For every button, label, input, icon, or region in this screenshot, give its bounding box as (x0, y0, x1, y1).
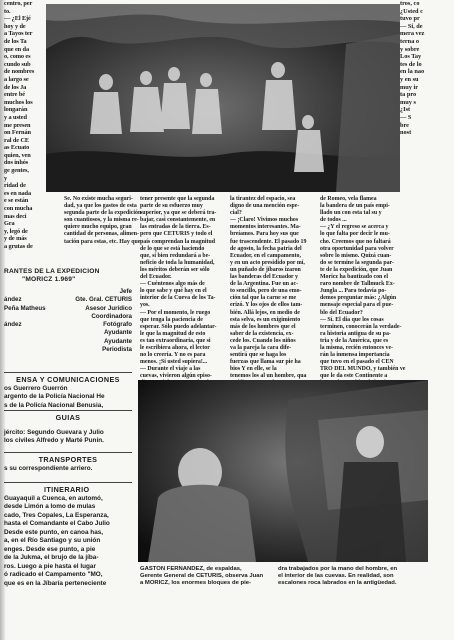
text-line: ¿Usted c (400, 7, 423, 15)
text-line: do se termine la segunda par- (320, 259, 394, 266)
text-line: desde Limón a lomo de mulas (4, 503, 96, 510)
text-line: de agosto, la fecha patria del (230, 245, 302, 252)
member-role: Gte. Gral. CETURIS (75, 296, 132, 304)
text-line: cantidad de personas, alimen- (64, 231, 139, 238)
text-line: y en un acto presidido por mí, (230, 259, 305, 266)
text-line: blo del Ecuador? (320, 309, 363, 316)
text-line: es tan extraordinaria, que si (140, 337, 211, 344)
text-line: los civiles Alfredo y Marté Punin. (4, 437, 104, 444)
text-line: cuevas, vivieron algún episo- (140, 373, 212, 380)
text-line: de la Argentina. Fue un ac- (230, 281, 299, 288)
text-line: terna o (400, 37, 420, 45)
text-line: Jungla ... Para todavía po- (320, 288, 387, 295)
text-line: — ¡Claro! Vivimos muchos (230, 217, 299, 224)
text-line: tes de lo (400, 60, 422, 68)
text-line: enges. Desde ese punto, a pie (4, 545, 96, 553)
text-line: en la nao (400, 68, 425, 76)
text-line: interior de la Cueva de los Ta- (140, 295, 216, 302)
text-line: cede los. Cuando los niños (230, 337, 296, 344)
member-name: ández (4, 321, 22, 329)
text-line: demos preguntar más: ¿Algún (320, 295, 397, 302)
text-line: a, en el Río Santiago y su unión (4, 537, 101, 544)
text-line: las entradas de la tierra. Es- (140, 224, 211, 231)
text-line: cial? (230, 210, 242, 217)
text-line: esperar. Sólo puedo adelantar- (140, 323, 217, 330)
divider (4, 452, 132, 453)
text-line: los méritos deberán ser sólo (140, 266, 210, 273)
member-role: Ayudante (104, 337, 132, 345)
expedition-members-heading-name: "MORICZ 1.969" (22, 276, 76, 283)
transport-section (4, 456, 132, 473)
text-line: os Guerrero Guerrón (4, 384, 68, 392)
text-line: esta selva, es un exigimiento (230, 316, 301, 323)
text-line: bajar, casi constantemente, en (140, 217, 216, 224)
text-line: hoy y de (4, 22, 26, 30)
text-line: bién. Allá lejos, en medio de (230, 309, 300, 316)
text-line: a Tayos ter (4, 30, 33, 38)
photo-top-caption-text (64, 196, 144, 246)
guides-section-title: GUIAS (55, 413, 81, 422)
text-line: digno de una mención espe- (230, 203, 300, 210)
text-line: ra historia antigua de su pa- (320, 330, 391, 337)
caption-line: Gerente General de CETURIS, observa Juan (140, 573, 264, 580)
text-line: me presen (4, 121, 31, 129)
text-line: — Sí. El día que los cosas (320, 316, 384, 323)
text-line: pero que CETURIS y todo el (140, 231, 213, 238)
text-line: ral de CE (4, 136, 29, 144)
text-line: Los Tay (400, 53, 422, 61)
text-line: llado un con esta tal su y (320, 210, 382, 217)
text-line: terminen, conocerán la verdade- (320, 323, 402, 330)
text-line: rán la inmensa importancia (320, 352, 390, 359)
text-line: ge gentes, (4, 167, 29, 175)
divider (4, 410, 132, 411)
text-line: Desde este punto, en canoa has, (4, 528, 104, 536)
text-line: de nombres (4, 68, 35, 76)
caption-line: dra trabajados por la mano del hombre, en (278, 566, 398, 572)
text-line: mas deci (4, 212, 27, 220)
cave-photo-bottom (138, 380, 428, 562)
divider (4, 372, 132, 373)
text-line: las banderas del Ecuador y (230, 274, 298, 281)
text-line: muchos los (4, 98, 33, 106)
text-line: centro, per (4, 0, 33, 7)
member-row (4, 288, 132, 296)
text-line: mensaje especial para el pue- (320, 302, 394, 309)
text-line: de todos ... (320, 217, 347, 224)
transport-section-title: TRANSPORTES (38, 455, 98, 464)
text-line: — ¿Y el regreso se acerca y (320, 224, 389, 231)
member-row (4, 313, 132, 321)
member-row (4, 296, 132, 304)
itinerary-section-title: ITINERARIO (44, 485, 90, 494)
text-line: de los Ta (4, 37, 27, 45)
text-line: fuerzas que llama sur pie ha (230, 359, 301, 366)
member-row (4, 346, 132, 354)
text-line: lo que falta por decir le mu- (320, 231, 390, 238)
text-line: tuvo pr (400, 15, 420, 23)
member-role: Coordinadora (91, 312, 132, 320)
text-line: Moricz ha bautizado con el (320, 274, 389, 281)
cave-photo-bottom-image (138, 380, 428, 562)
article-column-3 (230, 196, 316, 386)
text-line: país comprendan la magnitud (140, 238, 216, 245)
caption-line: GASTON FERNANDEZ, de espaldas, (140, 566, 242, 572)
text-line: que tuvo en el pasado el CEN (320, 359, 394, 366)
text-line: menos. ¡Si usted supiera!... (140, 359, 208, 366)
text-line: superior, ya que se deberá tra- (140, 210, 217, 217)
text-line: to sencillo, pero de una emo- (230, 288, 302, 295)
text-line: quiere mucho equipo, gran (64, 224, 132, 231)
guides-section (4, 414, 132, 446)
text-line: to. (4, 7, 11, 15)
text-line: — Si, de (400, 22, 423, 30)
text-line: cundo sub (4, 60, 31, 68)
text-line: ó radicado el Campamento "MO, (4, 571, 103, 578)
member-name: ández (4, 296, 22, 304)
text-line: bios Y en elle, se la (230, 366, 277, 373)
text-line: sentirá que se haga los (230, 352, 287, 359)
text-line: jército: Segundo Guevara y Julio (4, 428, 104, 436)
text-line: que le da este Continente a (320, 373, 388, 380)
text-line: lo que sabe y qué hay en el (140, 288, 207, 295)
text-line: cado, Tres Copales, La Esperanza, (4, 511, 109, 519)
text-line: dad, ya que los gastos de esta (64, 203, 137, 210)
text-line: fue trascendente. El pasado 19 (230, 238, 307, 245)
caption-line: a MORICZ, los enormes bloques de pie- (140, 580, 251, 587)
text-line: de la Jukma, el brujo de la jíba- (4, 554, 99, 561)
left-column-text (4, 0, 44, 262)
text-line: y sobre (400, 45, 420, 53)
text-line: Se. No existe mucha seguri- (64, 196, 133, 202)
member-row (4, 305, 132, 313)
top-right-column-text (400, 0, 454, 192)
text-line: te de la expedición, que Juan (320, 266, 393, 273)
text-line: con mucha (4, 205, 33, 213)
text-line: que es en la Jíbaría perteneciente (4, 579, 107, 587)
member-row (4, 321, 132, 329)
text-line: la bandera de un país empi- (320, 203, 390, 210)
text-line: yos. (140, 302, 150, 309)
caption-line: escalones roca labrados en la antigüedad. (278, 580, 397, 587)
text-line: ridad de (4, 182, 26, 190)
text-line: argento de la Policía Nacional He (4, 393, 105, 400)
text-line: cho. Creemos que no faltará (320, 238, 391, 245)
text-line: que, si bien redundará a be- (140, 252, 211, 259)
text-line: neficio de toda la humanidad, (140, 259, 215, 266)
member-row (4, 338, 132, 346)
cave-photo-top-image (46, 4, 400, 192)
text-line: on Fernán (4, 129, 31, 137)
text-line: tación para estas, etc. Hay que (64, 238, 141, 245)
expedition-members-heading (4, 268, 132, 284)
photo-bottom-caption-left (140, 566, 270, 587)
text-line: le escribiera ahora, el lector (140, 344, 210, 351)
text-line: es en nada (4, 189, 31, 197)
text-line: y en su (400, 75, 419, 83)
text-line: nost (400, 129, 412, 137)
photo-bottom-caption-right (278, 566, 428, 587)
text-line: — S (400, 113, 412, 121)
text-line: s su correspondiente arriero. (4, 464, 93, 472)
text-line: e se están (4, 197, 29, 205)
text-line: ta pro (400, 91, 417, 99)
text-line: a grutas de (4, 243, 33, 250)
text-line: mera vez (400, 30, 425, 38)
text-line: — Cuéntenos algo más de (140, 281, 205, 288)
text-line: raro nombre de Tallmuck Ex- (320, 281, 395, 288)
text-line: ción tal que la carne se me (230, 295, 297, 302)
security-section (4, 376, 132, 410)
text-line: breíamos. Para hoy sus que (230, 231, 299, 238)
itinerary-section (4, 486, 132, 588)
text-line: son cuantiosos, y la misma re- (64, 217, 139, 224)
text-line: as Ecuato (4, 144, 30, 152)
text-line: tria y de la América, que es (320, 337, 389, 344)
text-line: de los Ja (4, 83, 27, 91)
text-line: muy ir (400, 83, 419, 91)
expedition-members-heading-prefix: RANTES DE LA EXPEDICION (4, 268, 100, 275)
cave-photo-top (46, 4, 400, 192)
text-line: que tenga la paciencia de (140, 316, 203, 323)
article-column-2 (140, 196, 226, 396)
text-line: Guayaquil a Cuenca, en automó, (4, 494, 103, 502)
text-line: tener presente que la segunda (140, 196, 215, 202)
member-name: Peña Matheus (4, 304, 46, 312)
member-role: Jefe (119, 288, 132, 295)
text-line: muy s (400, 98, 416, 106)
text-line: ¿Ist (400, 106, 411, 114)
member-row (4, 329, 132, 337)
text-line: longarán (4, 106, 28, 114)
text-line: — ¿El Ejé (4, 15, 31, 23)
text-line: hasta el Comandante el Cabo Julio (4, 520, 110, 527)
text-line: y de más (4, 235, 27, 243)
text-line: s de la Policía Nacional Benusia, (4, 401, 104, 409)
member-role: Ayudante (104, 329, 132, 337)
text-line: Gra (4, 220, 15, 228)
text-line: tenemos los al un hombre, qua (230, 373, 307, 380)
member-role: Asesor Jurídico (85, 304, 132, 312)
article-column-4 (320, 196, 410, 386)
text-line: a largo se (4, 75, 29, 83)
text-line: o, como es (4, 53, 31, 61)
text-line: momentos interesantes. Ma- (230, 224, 301, 231)
caption-line: el interior de las cuevas. En realidad, son (278, 573, 394, 580)
text-line: que en da (4, 45, 29, 53)
text-line: y, legó de (4, 227, 28, 235)
text-line: un puñado de jíbaros izaron (230, 266, 301, 273)
text-line: quien, ven (4, 151, 31, 159)
text-line: le que la magnitud de esto (140, 330, 206, 337)
text-line: y (4, 174, 8, 182)
divider (4, 482, 132, 483)
member-role: Periodista (102, 346, 132, 354)
text-line: bre (400, 121, 409, 129)
text-line: tros, co (400, 0, 420, 7)
text-line: sobre lo mismo. Quizá cuan- (320, 252, 392, 259)
text-line: erizó. Y los ojos de ellos tam- (230, 302, 303, 309)
text-line: la misma, recién entonces ve- (320, 344, 394, 351)
text-line: entre bé (4, 91, 25, 99)
text-line: ros. Luego a pie hasta el lugar (4, 562, 96, 570)
text-line: de Romeo, vela flamea (320, 196, 377, 202)
text-line: dos inhós (4, 159, 29, 167)
text-line: del Ecuador. (140, 274, 172, 281)
text-line: no lo creería. Y no es para (140, 352, 206, 359)
text-line: de lo que se está haciendo (140, 245, 205, 252)
security-section-title: ENSA Y COMUNICACIONES (16, 375, 120, 384)
text-line: Ecuador, en el campamento, (230, 252, 301, 259)
expedition-members-box (4, 268, 132, 354)
text-line: parte de su esfuerzo muy (140, 203, 203, 210)
text-line: más de los hombres que el (230, 323, 296, 330)
text-line: y a usted (4, 113, 27, 121)
text-line: — Durante el viaje a las (140, 366, 201, 373)
text-line: — Por el momento, le ruego (140, 309, 211, 316)
text-line: TRO DEL MUNDO, y también ve (320, 366, 406, 373)
text-line: otra oportunidad para volver (320, 245, 394, 252)
member-role: Fotógrafo (103, 321, 132, 329)
text-line: va la pareja la cara dife- (230, 344, 292, 351)
text-line: segunda parte de la expedición (64, 210, 142, 217)
text-line: la tirantez del espacio, sea (230, 196, 296, 202)
text-line: saber de la existencia, ex- (230, 330, 294, 337)
